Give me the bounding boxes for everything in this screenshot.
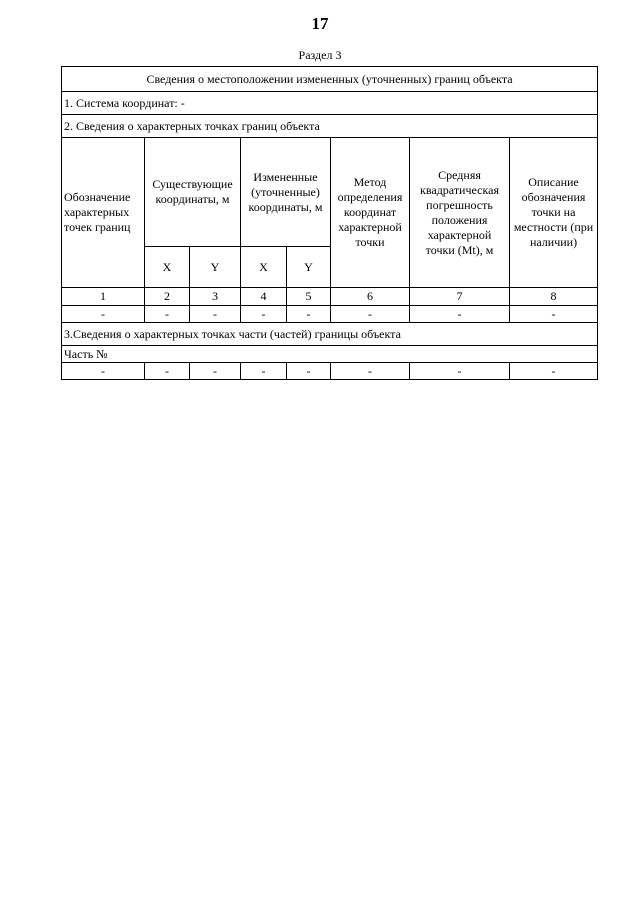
column-number: 7 [410, 288, 510, 306]
table-cell: - [241, 363, 287, 380]
table-cell: - [190, 363, 241, 380]
table-cell: - [287, 306, 331, 323]
table-cell: - [62, 306, 145, 323]
table-cell: - [241, 306, 287, 323]
part-heading: 3.Сведения о характерных точках части (частей) границы объекта [62, 323, 598, 346]
table-cell: - [145, 306, 190, 323]
points-heading: 2. Сведения о характерных точках границ объекта [62, 115, 598, 138]
section-label: Раздел 3 [298, 48, 342, 62]
column-number: 2 [145, 288, 190, 306]
header-existing-x: X [145, 247, 190, 288]
header-mean-error: Средняя квадратическая погрешность положения характерной точки (Mt), м [410, 138, 510, 288]
header-changed-coords: Измененные (уточненные) координаты, м [241, 138, 331, 247]
table-cell: - [190, 306, 241, 323]
header-designation: Обозначение характерных точек границ [62, 138, 145, 288]
header-existing-y: Y [190, 247, 241, 288]
header-method: Метод определения координат характерной точки [331, 138, 410, 288]
column-number: 5 [287, 288, 331, 306]
table-cell: - [410, 306, 510, 323]
table-cell: - [331, 306, 410, 323]
column-numbers-row [62, 288, 598, 306]
column-number: 1 [62, 288, 145, 306]
table-cell: - [510, 306, 598, 323]
table-cell: - [62, 363, 145, 380]
header-description: Описание обозначения точки на местности (при наличии) [510, 138, 598, 288]
page-number: 17 [311, 14, 329, 33]
column-number: 8 [510, 288, 598, 306]
table-row [62, 363, 598, 380]
header-existing-coords: Существующие координаты, м [145, 138, 241, 247]
column-number: 3 [190, 288, 241, 306]
column-number: 6 [331, 288, 410, 306]
table-row [62, 306, 598, 323]
column-number: 4 [241, 288, 287, 306]
boundary-table [61, 66, 598, 380]
table-cell: - [287, 363, 331, 380]
header-changed-x: X [241, 247, 287, 288]
table-title: Сведения о местоположении измененных (уточненных) границ объекта [62, 67, 598, 92]
table-cell: - [410, 363, 510, 380]
table-cell: - [510, 363, 598, 380]
table-cell: - [331, 363, 410, 380]
table-cell: - [145, 363, 190, 380]
header-changed-y: Y [287, 247, 331, 288]
coordinate-system: 1. Система координат: - [62, 92, 598, 115]
part-label: Часть № [62, 346, 598, 363]
